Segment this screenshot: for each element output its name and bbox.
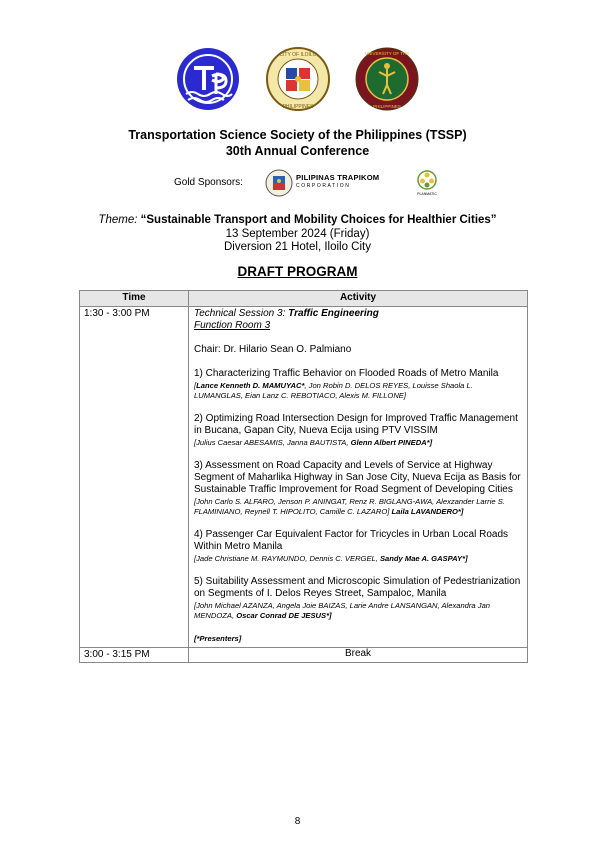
paper-presenter: Oscar Conrad DE JESUS*]	[236, 611, 332, 620]
tssp-logo	[176, 46, 240, 112]
conference-header	[0, 127, 595, 159]
paper-authors: [Julius Caesar ABESAMIS, Janna BAUTISTA, Glenn Albert PINEDA*]	[194, 438, 433, 447]
page-number: 8	[294, 816, 301, 827]
pilipinas-trapikom-seal-icon	[265, 169, 293, 197]
paper-authors: [John Michael AZANZA, Angela Joie BAIZAS, Larie Andre LANSANGAN, Alexandra Jan MENDOZA, Oscar Conrad DE JESUS*]	[194, 601, 491, 620]
sponsor1-sub: CORPORATION	[296, 183, 351, 189]
paper-title: 4) Passenger Car Equivalent Factor for Tricycles in Urban Local Roads Within Metro Manila	[194, 529, 509, 552]
paper-presenter: Sandy Mae A. GASPAY*]	[379, 554, 468, 563]
activity-header: Activity	[189, 291, 528, 307]
program-table	[79, 290, 528, 663]
table-row	[80, 648, 528, 663]
event-venue: Diversion 21 Hotel, Iloilo City	[223, 241, 371, 253]
paper-presenter: Laila LAVANDERO*]	[391, 507, 464, 516]
paper-title: 3) Assessment on Road Capacity and Levels of Service at Highway Segment of Maharlika Highway in San Jose City, Nueva Ecija as Basis for Sustainable Traffic Improvement for Road Segment of Developing Cities	[194, 460, 521, 495]
table-row	[80, 307, 528, 648]
presenters-note: [*Presenters]	[194, 634, 242, 643]
session-room: Function Room 3	[194, 320, 271, 331]
session-time: 1:30 - 3:00 PM	[80, 307, 189, 648]
sponsors	[0, 168, 595, 198]
time-header: Time	[80, 291, 189, 307]
session-label: Technical Session 3:	[194, 308, 289, 319]
sponsors-label: Gold Sponsors:	[174, 177, 243, 188]
break-time: 3:00 - 3:15 PM	[80, 648, 189, 663]
university-of-the-philippines-seal	[355, 46, 419, 112]
paper-authors: [John Carlo S. ALFARO, Jenson P. ANINGAT, Renz R. BIGLANG-AWA, Alexzander Larrie S. FLAMINIANO, Reynell T. HIPOLITO, Camille C. LAZARO] Laila LAVANDERO*]	[194, 497, 505, 516]
paper-title: 2) Optimizing Road Intersection Design for Improved Traffic Management in Bucana, Gapan City, Nueva Ecija using PTV VISSIM	[194, 413, 518, 436]
event-date: 13 September 2024 (Friday)	[225, 227, 370, 240]
session-name: Traffic Engineering	[288, 308, 379, 319]
paper-presenter: Lance Kenneth D. MAMUYAC*	[196, 381, 305, 390]
theme-label: Theme:	[98, 214, 138, 226]
header-logos	[0, 46, 595, 114]
paper-title: 1) Characterizing Traffic Behavior on Flooded Roads of Metro Manila	[194, 368, 499, 379]
paper-authors: [Jade Christiane M. RAYMUNDO, Dennis C. VERGEL, Sandy Mae A. GASPAY*]	[194, 554, 468, 563]
city-of-iloilo-seal	[266, 46, 330, 112]
paper-authors: [Lance Kenneth D. MAMUYAC*, Jon Robin D. DELOS REYES, Louisse Shaola L. LUMANGLAS, Eian Lanz C. REBOTIACO, Alexis M. FILLONE]	[194, 381, 473, 400]
svg-text:PHILIPPINES: PHILIPPINES	[282, 104, 314, 110]
svg-text:PHILIPPINES: PHILIPPINES	[373, 104, 401, 109]
theme-block	[0, 214, 595, 255]
svg-text:UNIVERSITY OF THE: UNIVERSITY OF THE	[364, 51, 410, 56]
sponsor2-label: PLANMATIC	[417, 192, 437, 196]
sponsor1-name: PILIPINAS TRAPIKOM	[296, 173, 380, 182]
org-name: Transportation Science Society of the Philippines (TSSP)	[128, 128, 467, 142]
break-label: Break	[189, 648, 528, 663]
paper-title: 5) Suitability Assessment and Microscopic Simulation of Pedestrianization on Segments of I. Delos Reyes Street, Sampaloc, Manila	[194, 576, 521, 599]
paper-presenter: Glenn Albert PINEDA*]	[350, 438, 433, 447]
table-header-row	[80, 291, 528, 307]
conference-name: 30th Annual Conference	[225, 144, 370, 158]
program-title: DRAFT PROGRAM	[237, 264, 358, 279]
theme-text: “Sustainable Transport and Mobility Choices for Healthier Cities”	[140, 214, 497, 226]
session-chair: Chair: Dr. Hilario Sean O. Palmiano	[194, 344, 352, 355]
svg-text:CITY OF ILOILO: CITY OF ILOILO	[279, 52, 317, 58]
session-activity	[189, 307, 528, 648]
